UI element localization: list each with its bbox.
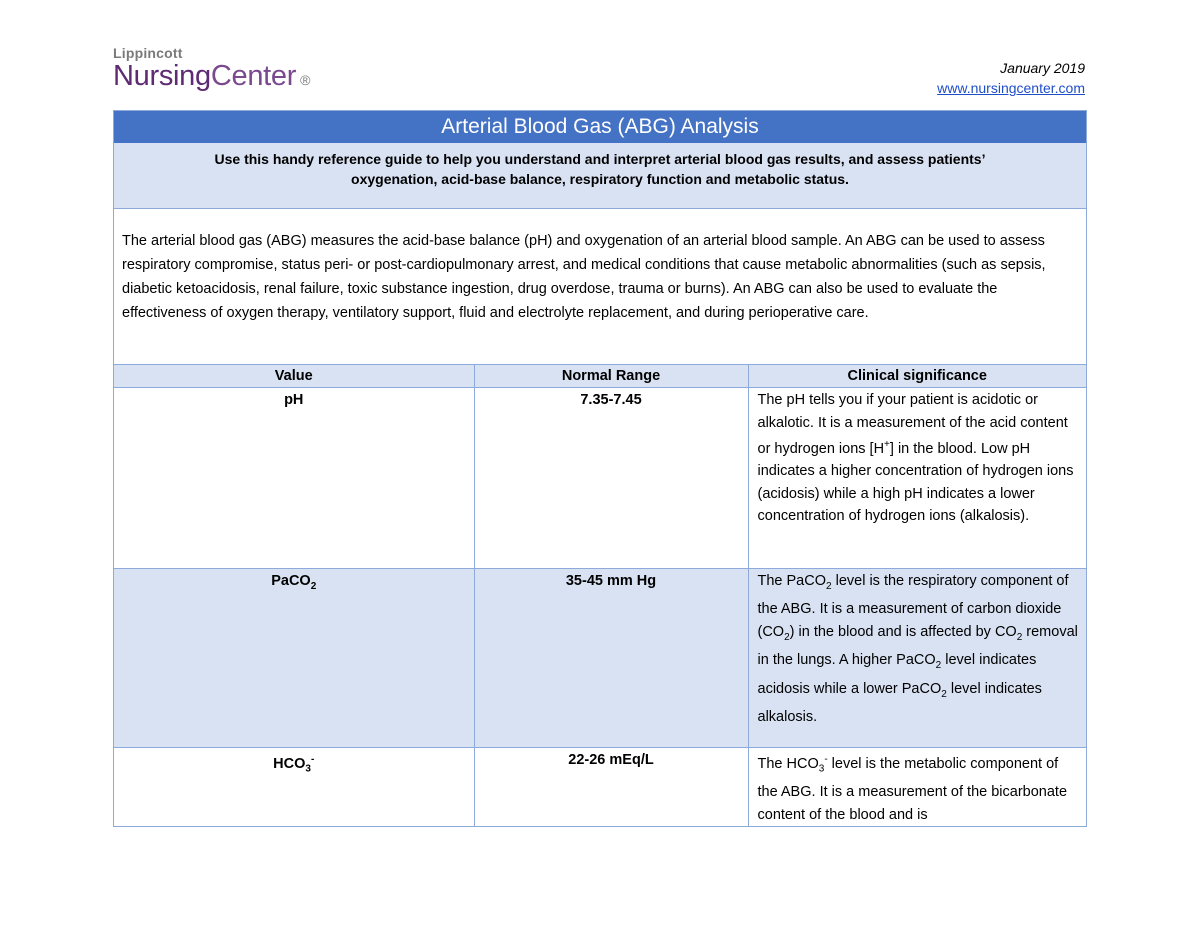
value-cell (114, 388, 474, 569)
table-row (114, 569, 1086, 748)
subscript: 2 (784, 631, 790, 643)
significance-text: ] in the blood. Low pH indicates a higher concentration of hydrogen ions (acidosis) while a high pH indicates a lower concentration of hydrogen ions (alkalosis). (757, 440, 1074, 525)
significance-text: The pH tells you if your patient is acidotic or alkalotic. It is a measurement of the acid content or hydrogen ions [H (757, 392, 1068, 457)
logo-center: Center (210, 60, 297, 92)
significance-text: level is the metabolic component of the ABG. It is a measurement of the bicarbonate content of the blood and is (757, 755, 1068, 823)
value-cell (114, 748, 474, 827)
nursingcenter-logo (113, 46, 310, 92)
value-cell (114, 569, 474, 748)
significance-text: level indicates alkalosis. (757, 680, 1042, 726)
range-label: 7.35-7.45 (580, 392, 642, 408)
header-value: Value (114, 365, 474, 388)
superscript: + (884, 439, 890, 450)
range-cell (474, 748, 748, 827)
significance-text: The HCO (757, 755, 819, 772)
website-link[interactable]: www.nursingcenter.com (937, 80, 1085, 96)
range-cell (474, 569, 748, 748)
subscript: 2 (941, 688, 947, 700)
table-row (114, 748, 1086, 827)
header-normal-range: Normal Range (474, 365, 748, 388)
significance-cell (748, 388, 1086, 569)
superscript: - (824, 754, 828, 765)
significance-text: removal in the lungs. A higher PaCO (757, 623, 1078, 669)
significance-cell (748, 748, 1086, 827)
significance-text: The PaCO (757, 573, 826, 589)
abg-reference-table (113, 110, 1087, 827)
value-label: pH (284, 392, 304, 408)
range-label: 35-45 mm Hg (565, 573, 657, 589)
logo-product (113, 60, 310, 92)
value-label: HCO (273, 755, 306, 772)
significance-text: level is the respiratory component of the ABG. It is a measurement of carbon dioxide (CO (757, 573, 1069, 640)
subscript: 3 (818, 763, 825, 775)
logo-nursing: Nursing (113, 60, 211, 92)
header-meta (937, 58, 1085, 98)
significance-text: level indicates acidosis while a lower PaCO (757, 652, 1037, 697)
table-row (114, 388, 1086, 569)
range-cell (474, 388, 748, 569)
subscript: 2 (1016, 631, 1023, 643)
registered-mark: ® (300, 72, 311, 88)
document-date: January 2019 (1000, 60, 1085, 76)
significance-text: ) in the blood and is affected by CO (789, 623, 1017, 640)
document-subtitle (114, 143, 1086, 209)
range-label: 22-26 mEq/L (568, 752, 654, 768)
header-clinical-significance: Clinical significance (748, 365, 1086, 388)
intro-paragraph: The arterial blood gas (ABG) measures the acid-base balance (pH) and oxygenation of an arterial blood sample. An ABG can be used to assess respiratory compromise, status peri- or post-cardiopulmonary arrest, and medical conditions that cause metabolic abnormalities (such as sepsis, diabetic ketoacidosis, renal failure, toxic substance ingestion, drug overdose, trauma or burns). An ABG can also be used to evaluate the effectiveness of oxygen therapy, ventilatory support, fluid and electrolyte replacement, and during perioperative care. (114, 209, 1086, 365)
subtitle-line-2: oxygenation, acid-base balance, respiratory function and metabolic status. (351, 171, 849, 187)
subscript: 2 (826, 580, 832, 592)
subscript: 2 (310, 580, 317, 592)
significance-cell (748, 569, 1086, 748)
logo-brand: Lippincott (113, 45, 183, 61)
subscript: 2 (935, 660, 942, 672)
value-label: PaCO (271, 573, 311, 589)
table-header-row (114, 365, 1086, 388)
document-title: Arterial Blood Gas (ABG) Analysis (114, 111, 1086, 143)
subscript: 3 (305, 763, 311, 775)
values-table (114, 365, 1086, 826)
subtitle-line-1: Use this handy reference guide to help you understand and interpret arterial blood gas results, and assess patients’ (214, 151, 986, 167)
superscript: - (310, 754, 315, 765)
